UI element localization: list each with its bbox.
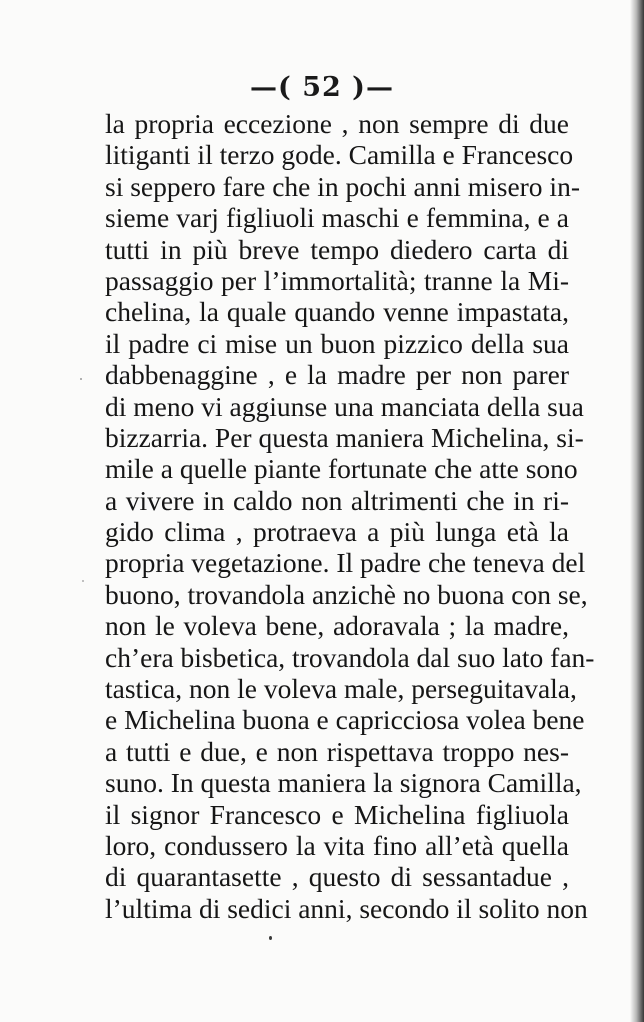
- text-line: loro, condussero la vita fino all’età quella: [105, 829, 569, 861]
- text-line: tastica, non le voleva male, perseguitavala,: [105, 673, 577, 705]
- text-line: si seppero fare che in pochi anni misero in-: [105, 170, 580, 202]
- text-line: mile a quelle piante fortunate che atte sono: [105, 453, 578, 485]
- text-line: il signor Francesco e Michelina figliuola: [105, 798, 569, 830]
- paper-speck: [269, 936, 272, 940]
- text-line: il padre ci mise un buon pizzico della sua: [105, 327, 569, 359]
- text-line: ch’era bisbetica, trovandola dal suo lato fan-: [105, 641, 595, 673]
- paper-speck: [82, 580, 84, 582]
- text-line: e Michelina buona e capricciosa volea bene: [105, 704, 585, 736]
- text-line: passaggio per l’immortalità; tranne la Mi-: [105, 264, 569, 296]
- text-line: suno. In questa maniera la signora Camilla,: [105, 767, 582, 799]
- text-line: la propria eccezione , non sempre di due: [105, 108, 569, 139]
- text-line: l’ultima di sedici anni, secondo il solito non: [105, 892, 588, 924]
- text-line: chelina, la quale quando venne impastata,: [105, 296, 569, 328]
- text-line: non le voleva bene, adoravala ; la madre,: [105, 610, 569, 642]
- text-line: litiganti il terzo gode. Camilla e Francesco: [105, 139, 574, 171]
- text-line: a vivere in caldo non altrimenti che in ri-: [105, 484, 569, 516]
- body-text: [105, 108, 595, 924]
- text-line: sieme varj figliuoli maschi e femmina, e a: [105, 202, 569, 234]
- text-line: dabbenaggine , e la madre per non parer: [105, 359, 569, 391]
- text-line: gido clima , protraeva a più lunga età la: [105, 516, 569, 548]
- text-line: buono, trovandola anzichè no buona con se,: [105, 578, 588, 610]
- page-number: —( 52 )—: [250, 72, 394, 103]
- paper-speck: [80, 378, 82, 380]
- text-line: propria vegetazione. Il padre che teneva del: [105, 547, 586, 579]
- text-line: bizzarria. Per questa maniera Michelina, si-: [105, 421, 584, 453]
- text-line: di quarantasette , questo di sessantadue ,: [105, 861, 569, 893]
- text-line: tutti in più breve tempo diedero carta di: [105, 233, 569, 265]
- page-edge-shadow: [630, 0, 644, 1022]
- text-line: a tutti e due, e non rispettava troppo nes-: [105, 735, 569, 767]
- text-line: di meno vi aggiunse una manciata della sua: [105, 390, 584, 422]
